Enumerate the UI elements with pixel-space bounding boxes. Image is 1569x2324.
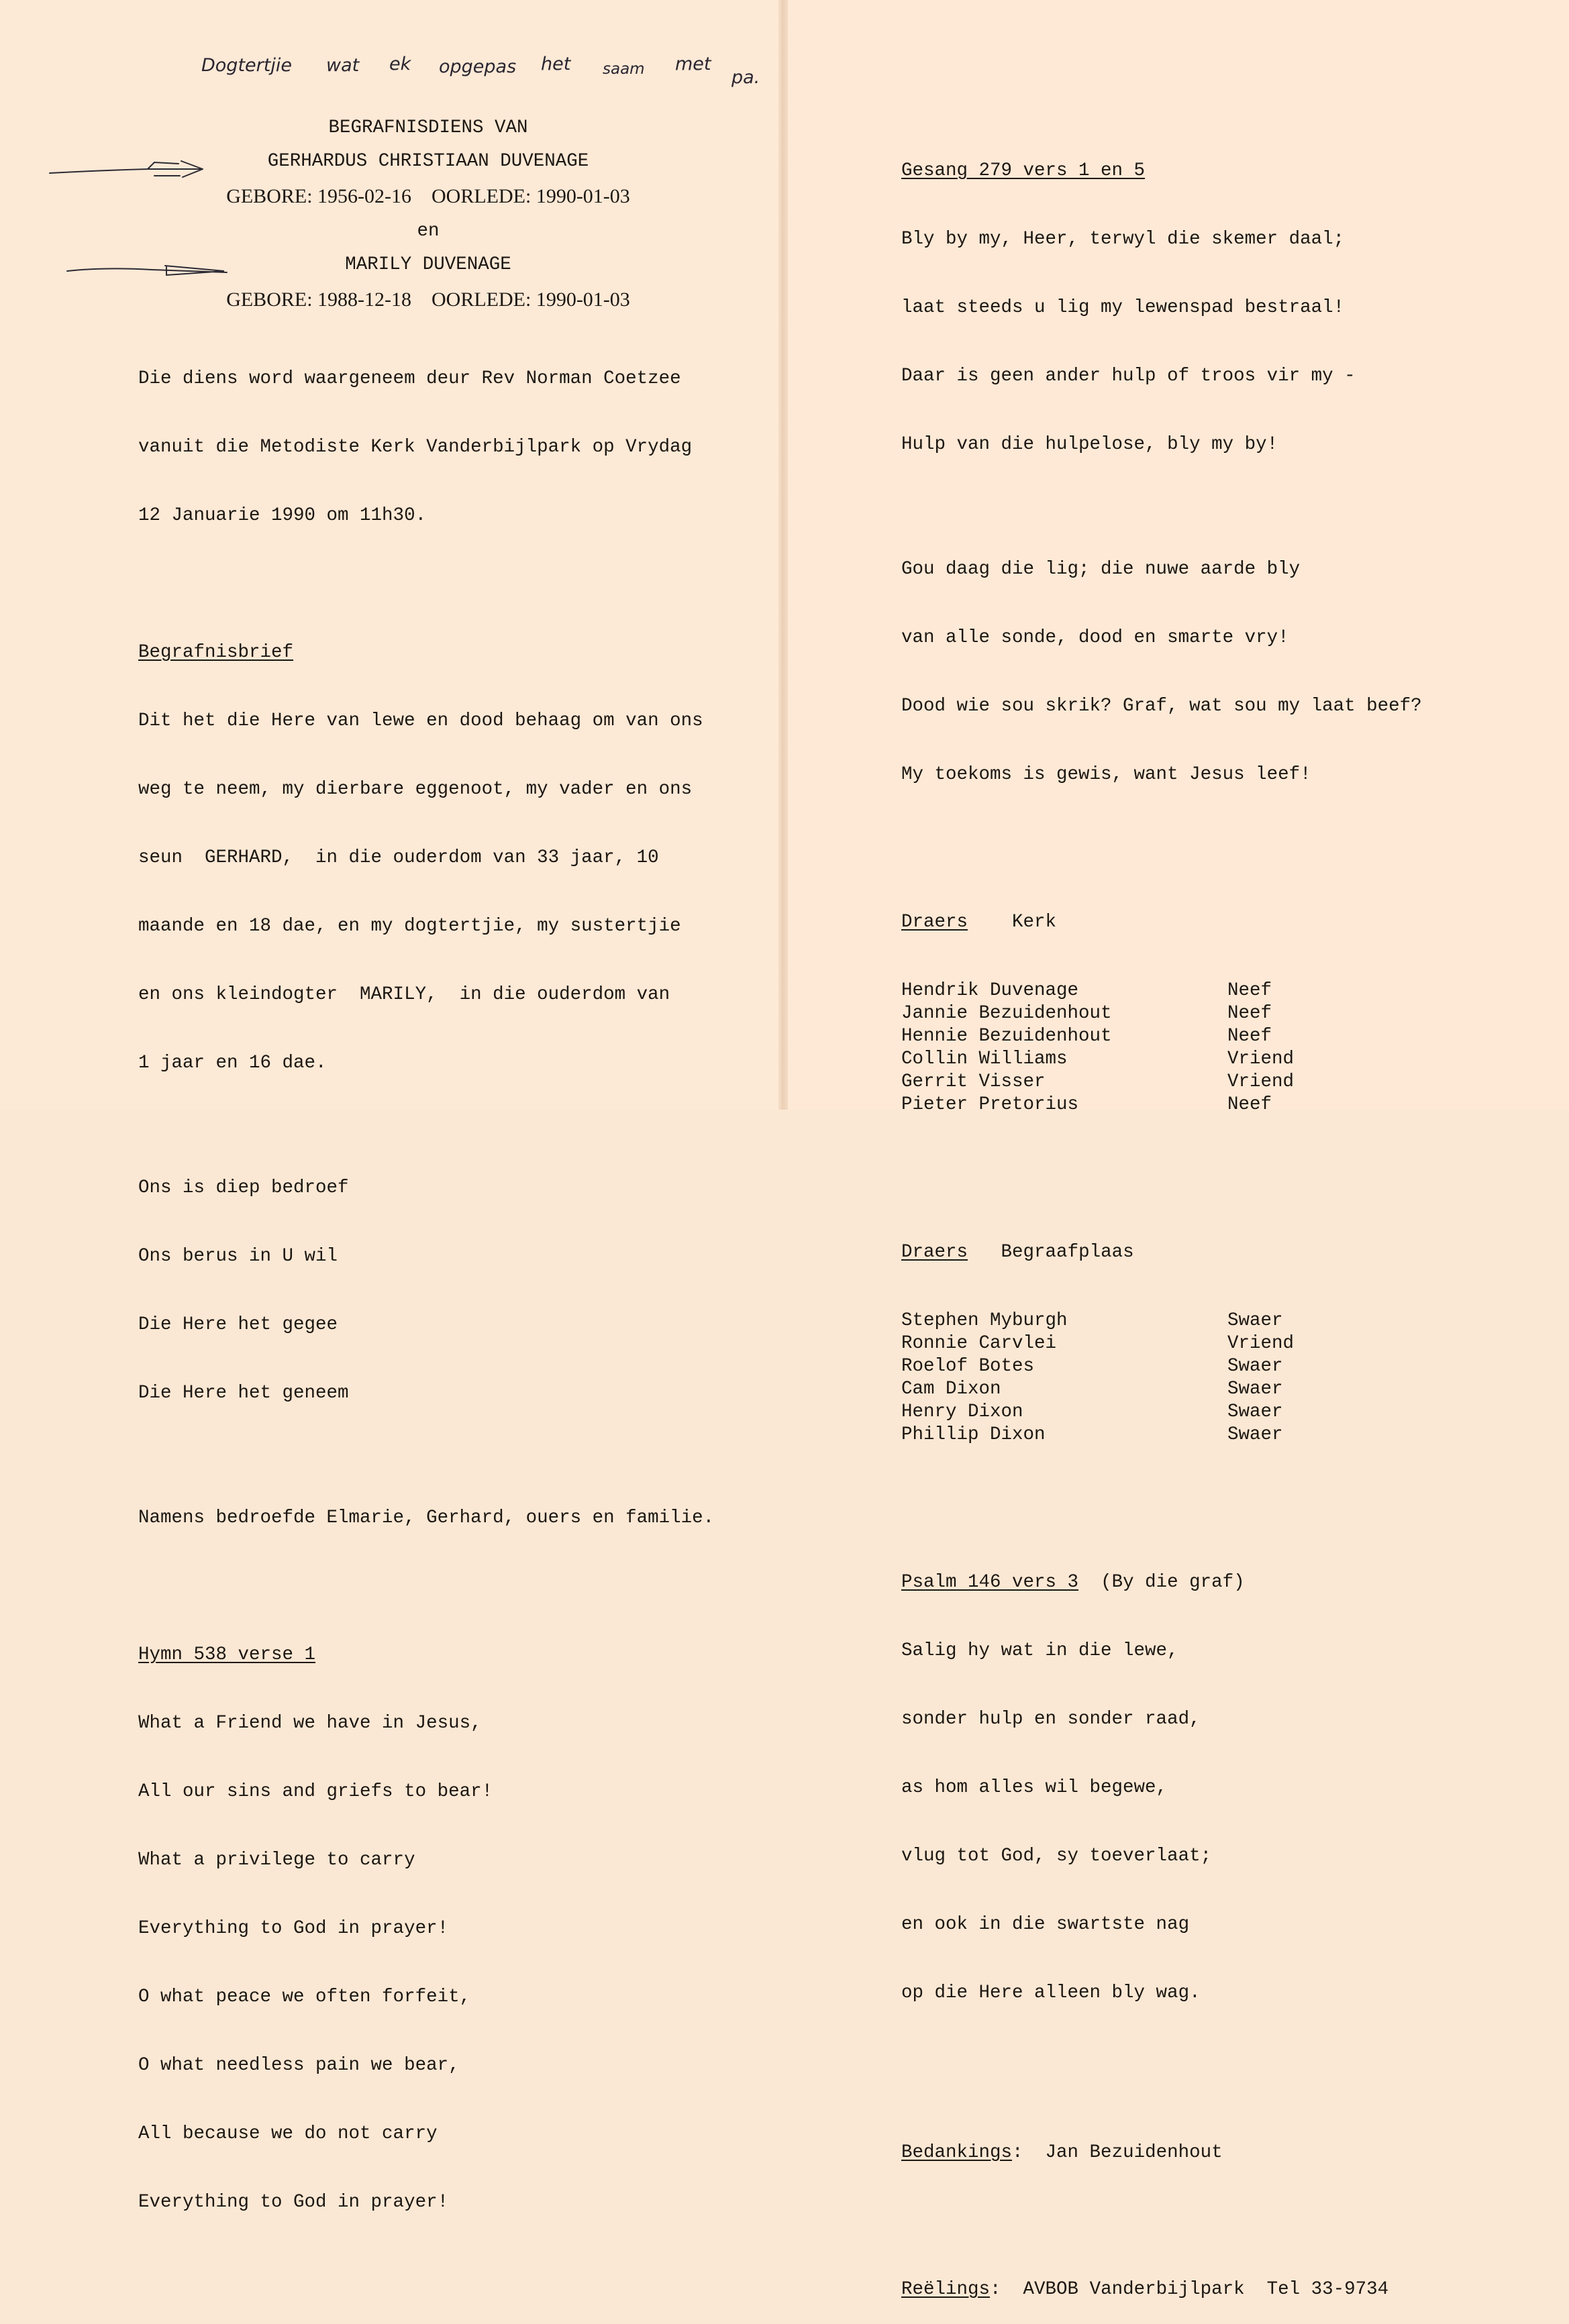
person1-dates: GEBORE: 1956-02-16 OORLEDE: 1990-01-03 (226, 185, 630, 207)
bearer-relation: Neef (1227, 980, 1272, 1001)
funeral-letter-line: en ons kleindogter MARILY, in die ouderdom van (138, 984, 670, 1005)
hymn-line: O what peace we often forfeit, (138, 1987, 471, 2007)
hymn-line: All because we do not carry (138, 2123, 438, 2144)
header (59, 117, 797, 323)
table-row (901, 1332, 1294, 1355)
person1-name: GERHARDUS CHRISTIAAN DUVENAGE (267, 151, 589, 172)
funeral-letter-line: 1 jaar en 16 dae. (138, 1053, 327, 1073)
verse-line: Die Here het gegee (138, 1314, 338, 1335)
funeral-letter-line: weg te neem, my dierbare eggenoot, my vader en ons (138, 779, 693, 800)
funeral-letter-line: maande en 18 dae, en my dogtertjie, my sustertjie (138, 916, 681, 937)
hymn-heading: Hymn 538 verse 1 (138, 1644, 316, 1665)
bearer-name: Henry Dixon (901, 1402, 1023, 1422)
bearers-cemetery-subheading: Begraafplaas (1001, 1242, 1134, 1263)
handwritten-word: met (675, 54, 711, 74)
table-row (901, 1002, 1294, 1025)
bearers-church-heading (901, 911, 1422, 934)
bearer-relation: Swaer (1227, 1379, 1283, 1399)
bearer-name: Pieter Pretorius (901, 1094, 1079, 1115)
bearer-relation: Vriend (1227, 1071, 1295, 1092)
gesang-line: Dood wie sou skrik? Graf, wat sou my laat beef? (901, 696, 1422, 717)
service-info-line: 12 Januarie 1990 om 11h30. (138, 505, 427, 526)
bearer-name: Hendrik Duvenage (901, 980, 1079, 1001)
table-row (901, 1071, 1294, 1094)
psalm-note: (By die graf) (1101, 1572, 1245, 1593)
left-column (138, 322, 714, 2237)
bearer-name: Gerrit Visser (901, 1071, 1046, 1092)
bearers-cemetery-table (901, 1310, 1294, 1446)
psalm-line: sonder hulp en sonder raad, (901, 1709, 1201, 1730)
person2-name: MARILY DUVENAGE (345, 254, 511, 275)
gesang-line: My toekoms is gewis, want Jesus leef! (901, 764, 1311, 785)
bearer-relation: Swaer (1227, 1310, 1283, 1331)
bearer-relation: Swaer (1227, 1402, 1283, 1422)
psalm-heading: Psalm 146 vers 3 (901, 1572, 1079, 1593)
bearer-relation: Swaer (1227, 1356, 1283, 1377)
bearer-relation: Vriend (1227, 1333, 1295, 1354)
bearers-cemetery-label: Draers (901, 1242, 968, 1263)
hymn-line: All our sins and griefs to bear! (138, 1781, 493, 1802)
psalm-line: Salig hy wat in die lewe, (901, 1640, 1178, 1661)
funeral-letter-heading: Begrafnisbrief (138, 642, 294, 663)
table-row (901, 1048, 1294, 1071)
arrangements-line: Reëlings: AVBOB Vanderbijlpark Tel 33-9734 (901, 2279, 1389, 2300)
hymn-line: What a privilege to carry (138, 1850, 415, 1870)
hymn-line: Everything to God in prayer! (138, 2192, 449, 2213)
table-row (901, 1378, 1294, 1401)
bearer-name: Cam Dixon (901, 1379, 1001, 1399)
table-row (901, 1424, 1294, 1446)
handwritten-word: ek (389, 54, 411, 74)
right-column (901, 114, 1422, 2324)
gesang-line: van alle sonde, dood en smarte vry! (901, 627, 1289, 648)
bearers-church-label: Draers (901, 912, 968, 933)
table-row (901, 1094, 1294, 1116)
funeral-letter-line: Dit het die Here van lewe en dood behaag om van ons (138, 710, 703, 731)
bearer-relation: Neef (1227, 1026, 1272, 1047)
psalm-line: op die Here alleen bly wag. (901, 1983, 1201, 2003)
gesang-heading: Gesang 279 vers 1 en 5 (901, 160, 1146, 181)
service-title: BEGRAFNISDIENS VAN (328, 117, 528, 138)
bearers-church-table (901, 980, 1294, 1116)
bearers-cemetery-heading (901, 1241, 1422, 1264)
psalm-line: vlug tot God, sy toeverlaat; (901, 1846, 1212, 1866)
bearer-name: Phillip Dixon (901, 1424, 1046, 1445)
signoff: Namens bedroefde Elmarie, Gerhard, ouers en familie. (138, 1508, 715, 1528)
bearer-name: Ronnie Carvlei (901, 1333, 1057, 1354)
bearer-name: Stephen Myburgh (901, 1310, 1068, 1331)
handwritten-word: saam (603, 60, 645, 78)
verse-line: Die Here het geneem (138, 1383, 349, 1404)
verse-line: Ons berus in U wil (138, 1246, 338, 1267)
bearer-relation: Swaer (1227, 1424, 1283, 1445)
conjunction: en (417, 221, 440, 242)
arrangements-value: AVBOB Vanderbijlpark Tel 33-9734 (1023, 2279, 1389, 2300)
bearers-church-subheading: Kerk (1012, 912, 1057, 933)
hymn-line: What a Friend we have in Jesus, (138, 1713, 482, 1734)
bearer-relation: Neef (1227, 1003, 1272, 1024)
handwritten-word: opgepas (439, 56, 517, 77)
bearer-name: Collin Williams (901, 1049, 1068, 1069)
gesang-line: Daar is geen ander hulp of troos vir my - (901, 366, 1356, 386)
funeral-letter-line: seun GERHARD, in die ouderdom van 33 jaar, 10 (138, 847, 659, 868)
service-info-line: vanuit die Metodiste Kerk Vanderbijlpark op Vrydag (138, 437, 693, 458)
psalm-heading-line (901, 1571, 1422, 1594)
table-row (901, 1355, 1294, 1378)
psalm-line: en ook in die swartste nag (901, 1914, 1190, 1935)
table-row (901, 1401, 1294, 1424)
person2-dates: GEBORE: 1988-12-18 OORLEDE: 1990-01-03 (226, 288, 630, 311)
handwritten-word: het (541, 54, 571, 74)
gesang-line: Hulp van die hulpelose, bly my by! (901, 434, 1278, 455)
arrangements-label: Reëlings (901, 2279, 991, 2300)
table-row (901, 1310, 1294, 1332)
service-info-line: Die diens word waargeneem deur Rev Norman Coetzee (138, 368, 681, 389)
thanks-line: Bedankings: Jan Bezuidenhout (901, 2142, 1223, 2163)
gesang-line: Bly by my, Heer, terwyl die skemer daal; (901, 229, 1345, 250)
bearer-name: Roelof Botes (901, 1356, 1035, 1377)
bearer-relation: Neef (1227, 1094, 1272, 1115)
gesang-line: laat steeds u lig my lewenspad bestraal! (901, 297, 1345, 318)
bearer-relation: Vriend (1227, 1049, 1295, 1069)
bearer-name: Jannie Bezuidenhout (901, 1003, 1112, 1024)
bearer-name: Hennie Bezuidenhout (901, 1026, 1112, 1047)
psalm-line: as hom alles wil begewe, (901, 1777, 1168, 1798)
hymn-line: O what needless pain we bear, (138, 2055, 460, 2076)
handwritten-word: Dogtertjie (201, 55, 292, 76)
thanks-name: Jan Bezuidenhout (1045, 2142, 1223, 2163)
table-row (901, 980, 1294, 1002)
hymn-line: Everything to God in prayer! (138, 1918, 449, 1939)
thanks-label: Bedankings (901, 2142, 1013, 2163)
table-row (901, 1025, 1294, 1048)
handwritten-word: pa. (731, 67, 760, 88)
handwritten-word: wat (326, 55, 360, 76)
verse-line: Ons is diep bedroef (138, 1177, 349, 1198)
gesang-line: Gou daag die lig; die nuwe aarde bly (901, 559, 1301, 580)
